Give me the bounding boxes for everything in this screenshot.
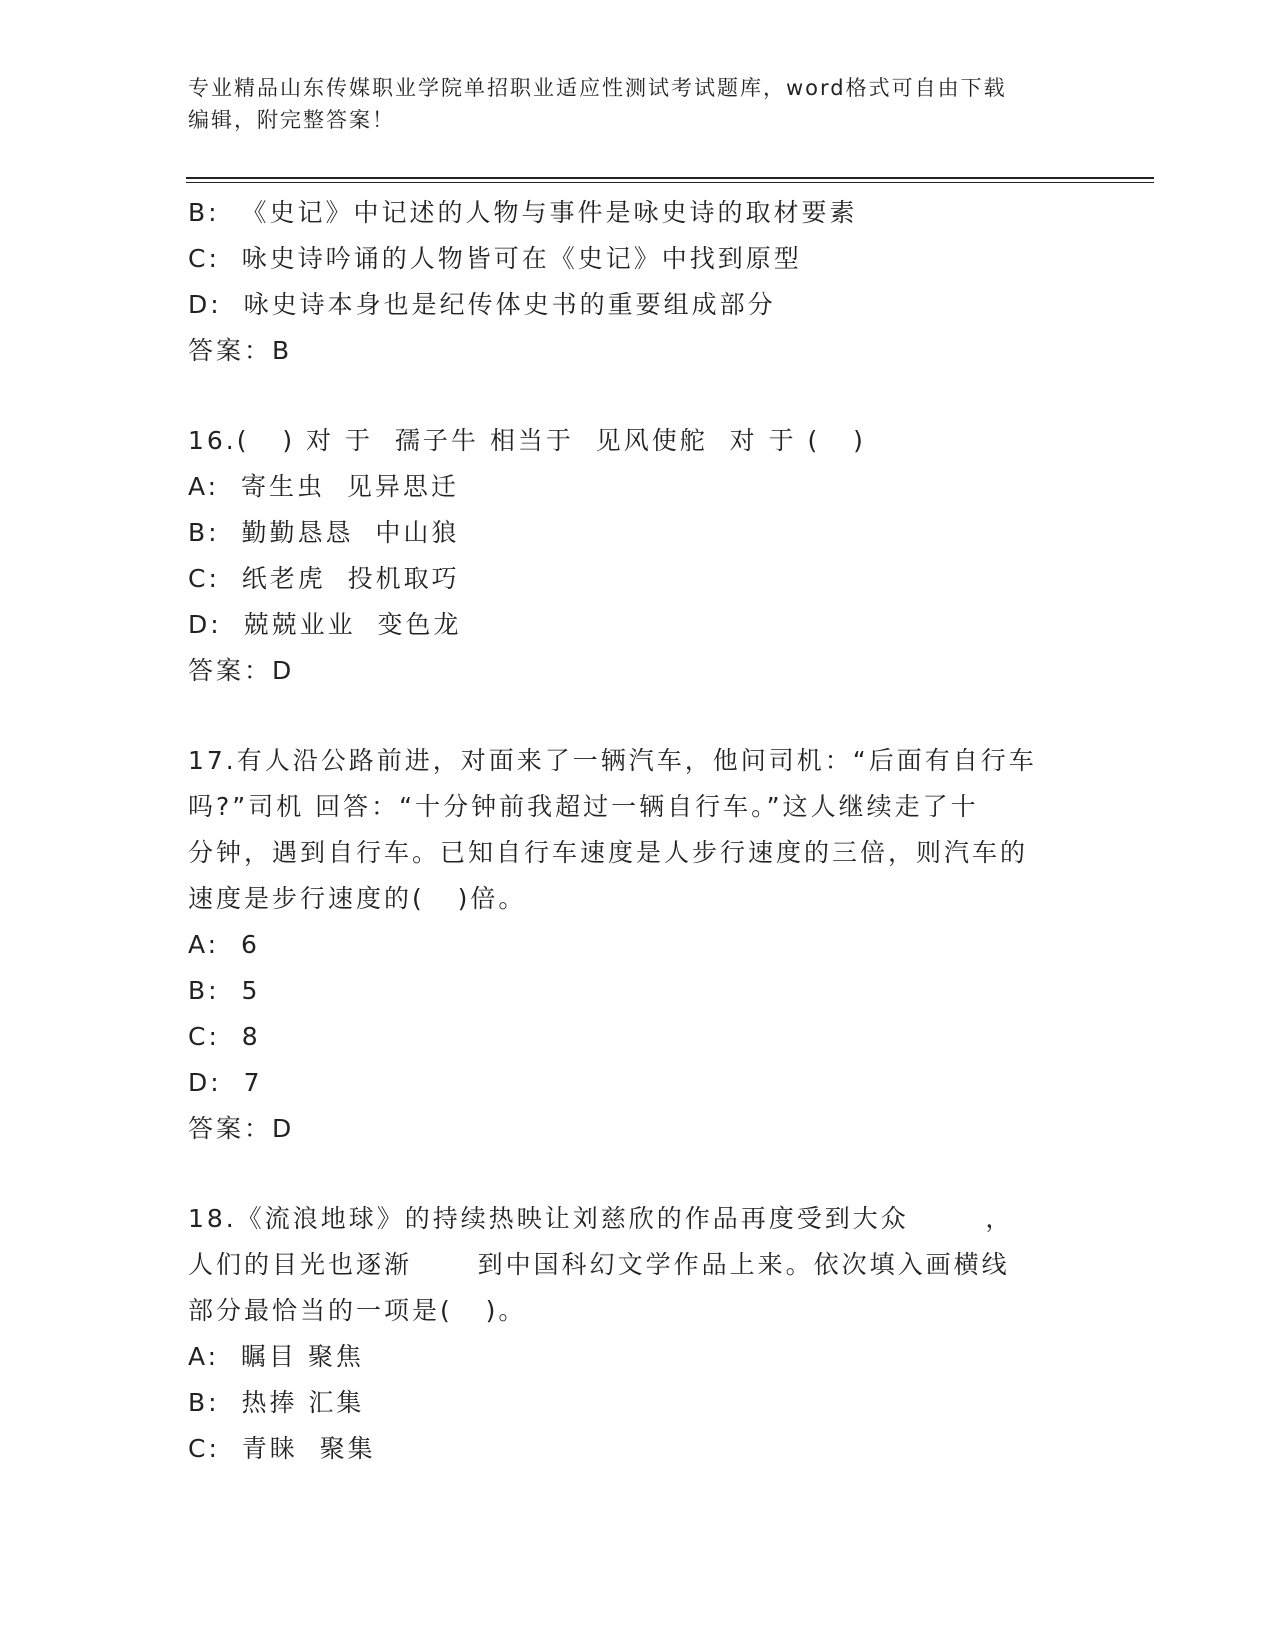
question-stem-line-2: 吗?”司机 回答：“十分钟前我超过一辆自行车。”这人继续走了十 bbox=[188, 792, 979, 821]
option-b: B: 5 bbox=[188, 976, 261, 1005]
question-stem-line-4: 速度是步行速度的( )倍。 bbox=[188, 884, 527, 913]
page-header bbox=[188, 72, 1068, 136]
header-line-1: 专业精品山东传媒职业学院单招职业适应性测试考试题库，word格式可自由下载 bbox=[188, 76, 1007, 100]
option-b: B: 《史记》中记述的人物与事件是咏史诗的取材要素 bbox=[188, 198, 858, 227]
question-17 bbox=[188, 738, 1088, 1152]
question-stem-line-3: 分钟，遇到自行车。已知自行车速度是人步行速度的三倍，则汽车的 bbox=[188, 838, 1029, 867]
question-stem: 16.( ) 对 于 孺子牛 相当于 见风使舵 对 于 ( ) bbox=[188, 426, 866, 455]
option-b: B: 勤勤恳恳 中山狼 bbox=[188, 518, 460, 547]
question-stem-line-3: 部分最恰当的一项是( )。 bbox=[188, 1296, 527, 1325]
header-line-2: 编辑，附完整答案！ bbox=[188, 108, 395, 132]
option-a: A: 6 bbox=[188, 930, 260, 959]
option-d: D: 兢兢业业 变色龙 bbox=[188, 610, 462, 639]
question-15 bbox=[188, 190, 1088, 374]
option-d: D: 咏史诗本身也是纪传体史书的重要组成部分 bbox=[188, 290, 776, 319]
question-18 bbox=[188, 1196, 1088, 1472]
header-divider-thin bbox=[186, 182, 1154, 183]
option-c: C: 8 bbox=[188, 1022, 261, 1051]
answer-label: 答案：B bbox=[188, 336, 293, 365]
option-c: C: 青睐 聚集 bbox=[188, 1434, 376, 1463]
option-d: D: 7 bbox=[188, 1068, 263, 1097]
question-stem-line-1: 18.《流浪地球》的持续热映让刘慈欣的作品再度受到大众 ， bbox=[188, 1204, 1014, 1233]
option-a: A: 瞩目 聚焦 bbox=[188, 1342, 364, 1371]
answer-label: 答案：D bbox=[188, 1114, 295, 1143]
question-16 bbox=[188, 418, 1088, 694]
option-b: B: 热捧 汇集 bbox=[188, 1388, 365, 1417]
question-list bbox=[188, 190, 1088, 1472]
header-divider-thick bbox=[186, 177, 1154, 179]
answer-label: 答案：D bbox=[188, 656, 295, 685]
question-stem-line-2: 人们的目光也逐渐 到中国科幻文学作品上来。依次填入画横线 bbox=[188, 1250, 1010, 1279]
option-a: A: 寄生虫 见异思迁 bbox=[188, 472, 459, 501]
option-c: C: 纸老虎 投机取巧 bbox=[188, 564, 460, 593]
question-stem-line-1: 17.有人沿公路前进，对面来了一辆汽车，他问司机：“后面有自行车 bbox=[188, 746, 1037, 775]
option-c: C: 咏史诗吟诵的人物皆可在《史记》中找到原型 bbox=[188, 244, 802, 273]
